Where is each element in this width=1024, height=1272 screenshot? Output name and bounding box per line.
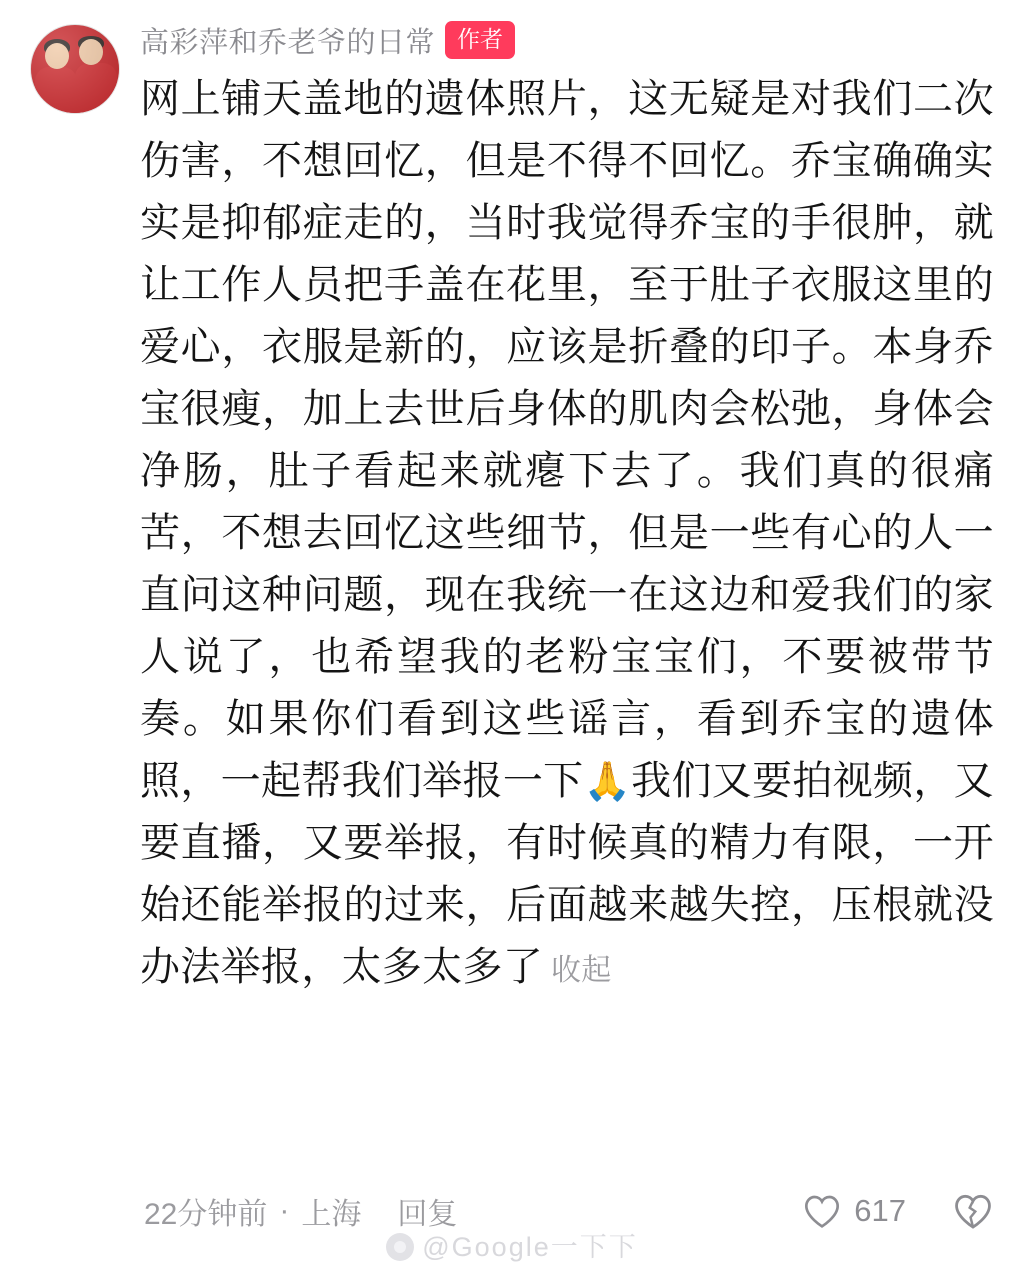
like-group[interactable] (802, 1192, 906, 1230)
comment-text (140, 68, 994, 1002)
comment-location: 上海 (301, 1198, 362, 1231)
avatar-column (30, 18, 126, 1272)
reply-button[interactable]: 回复 (397, 1198, 458, 1231)
pray-emoji: 🙏 (583, 759, 632, 803)
collapse-link[interactable]: 收起 (551, 954, 612, 987)
broken-heart-icon[interactable] (952, 1191, 994, 1231)
comment-username[interactable]: 高彩萍和乔老爷的日常 (140, 26, 436, 59)
like-count: 617 (854, 1193, 906, 1228)
comment-meta (144, 1186, 994, 1236)
comment-header (140, 18, 994, 62)
watermark-text: @Google一下下 (422, 1232, 638, 1262)
comment-meta-right (802, 1191, 994, 1231)
author-badge: 作者 (445, 21, 515, 59)
comment-time: 22分钟前 (144, 1198, 268, 1231)
avatar[interactable] (30, 24, 120, 114)
meta-separator: · (279, 1194, 290, 1227)
comment-text-part2: 我们又要拍视频，又要直播，又要举报，有时候真的精力有限，一开始还能举报的过来，后面越来越失控，压根就没办法举报，太多太多了 (140, 759, 994, 989)
comment-content (126, 18, 994, 1272)
comment-meta-left (144, 1189, 457, 1233)
heart-icon[interactable] (802, 1192, 842, 1230)
avatar-shading (31, 25, 119, 113)
comment-text-part1: 网上铺天盖地的遗体照片，这无疑是对我们二次伤害，不想回忆，但是不得不回忆。乔宝确确实实是抑郁症走的，当时我觉得乔宝的手很肿，就让工作人员把手盖在花里，至于肚子衣服这里的爱心，衣服是新的，应该是折叠的印子。本身乔宝很瘦，加上去世后身体的肌肉会松弛，身体会净肠，肚子看起来就瘪下去了。我们真的很痛苦，不想去回忆这些细节，但是一些有心的人一直问这种问题，现在我统一在这边和爱我们的家人说了，也希望我的老粉宝宝们，不要被带节奏。如果你们看到这些谣言，看到乔宝的遗体照，一起帮我们举报一下 (140, 77, 994, 803)
